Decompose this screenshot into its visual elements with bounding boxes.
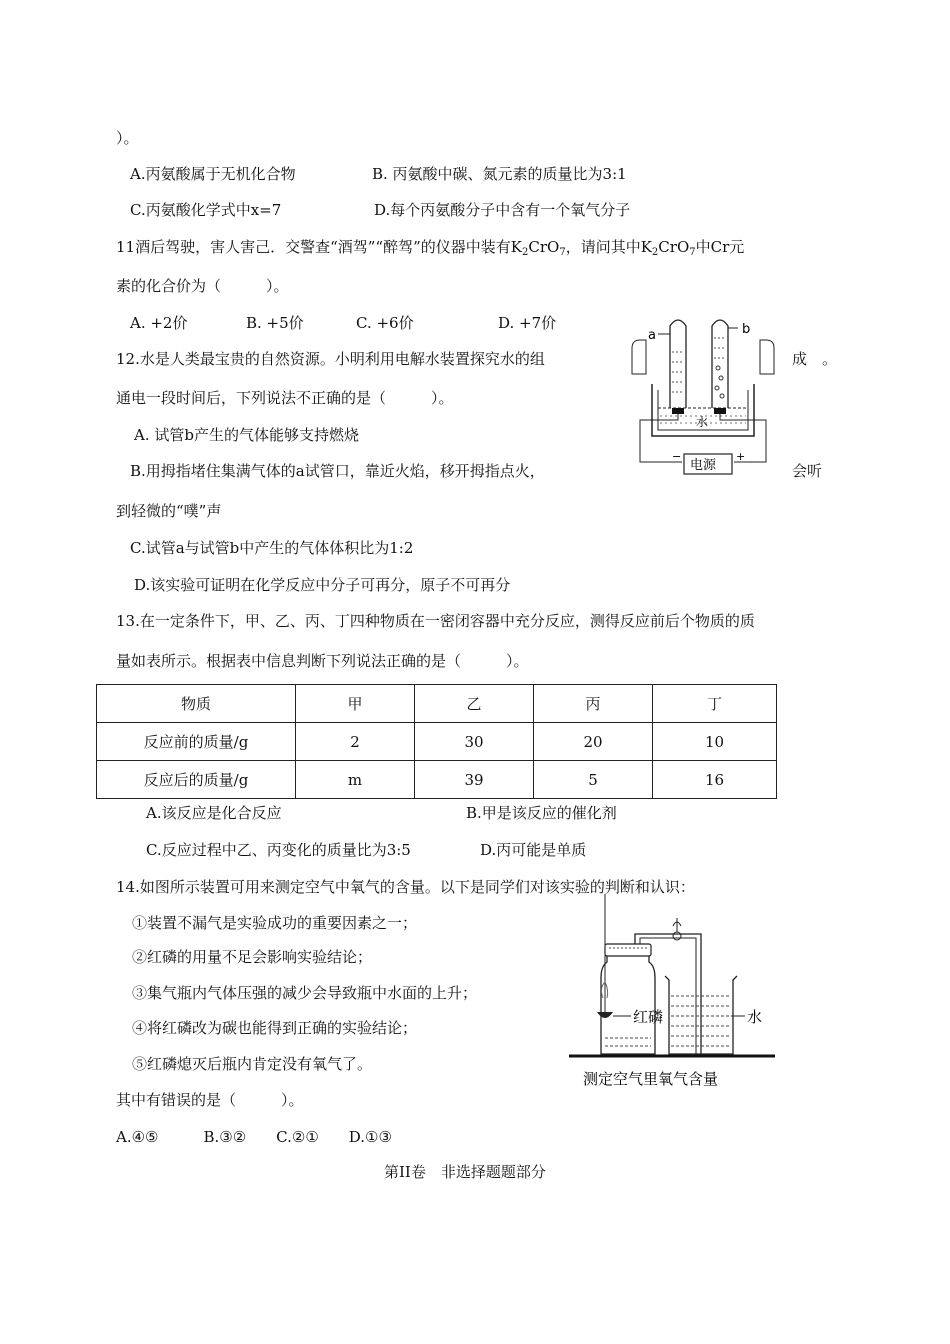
q12-stem-line1: 12.水是人类最宝贵的自然资源。小明利用电解水装置探究水的组 <box>116 350 545 368</box>
combustion-spoon <box>597 1012 613 1018</box>
q14-statement-1: ①装置不漏气是实验成功的重要因素之一； <box>132 914 418 932</box>
q12-stem-line1-end: 成 。 <box>792 350 838 368</box>
q13-option-b: B.甲是该反应的催化剂 <box>466 804 617 822</box>
rubber-stopper <box>605 944 651 956</box>
table-row <box>97 761 777 799</box>
q12-option-c: C.试管a与试管b中产生的气体体积比为1:2 <box>130 539 414 557</box>
q11-option-d: D. +7价 <box>498 314 557 332</box>
q13-option-c: C.反应过程中乙、丙变化的质量比为3:5 <box>146 841 411 859</box>
figure-label-plus: + <box>736 450 746 463</box>
table-cell: 2 <box>296 723 415 761</box>
q14-stem: 14.如图所示装置可用来测定空气中氧气的含量。以下是同学们对该实验的判断和认识： <box>116 878 695 896</box>
q14-options: A.④⑤ B.③② C.②① D.①③ <box>116 1128 392 1146</box>
figure-label-a: a <box>648 328 656 343</box>
table-cell: 30 <box>415 723 534 761</box>
electrode-b <box>714 408 726 414</box>
table-header-row <box>97 685 777 723</box>
table-header-cell: 丙 <box>534 685 653 723</box>
q11-option-b: B. +5价 <box>246 314 304 332</box>
formula-k2cr2o7: $K_2CrO_7$ <box>640 238 696 258</box>
figure-label-phosphorus: 红磷 <box>633 1008 664 1026</box>
table-cell: 20 <box>534 723 653 761</box>
q11-option-c: C. +6价 <box>356 314 414 332</box>
mass-table <box>96 684 777 799</box>
electrode-a <box>672 408 684 414</box>
figure-caption: 测定空气里氧气含量 <box>583 1070 719 1088</box>
q12-option-b-continued: 到轻微的“噗”声 <box>116 502 222 520</box>
q10-option-d: D.每个丙氨酸分子中含有一个氧气分子 <box>374 201 631 219</box>
table-cell: m <box>296 761 415 799</box>
q11-stem-line2: 素的化合价为（ ）。 <box>116 277 289 295</box>
q14-question: 其中有错误的是（ ）。 <box>116 1091 304 1109</box>
figure-label-minus: − <box>672 450 682 463</box>
q13-stem-line2: 量如表所示。根据表中信息判断下列说法正确的是（ ）。 <box>116 652 529 670</box>
table-cell: 反应前的质量/g <box>97 723 296 761</box>
table-cell: 39 <box>415 761 534 799</box>
q13-option-a: A.该反应是化合反应 <box>146 804 282 822</box>
q10-option-c: C.丙氨酸化学式中x=7 <box>130 201 282 219</box>
q14-statement-3: ③集气瓶内气体压强的减少会导致瓶中水面的上升； <box>132 984 478 1002</box>
q14-statement-5: ⑤红磷熄灭后瓶内肯定没有氧气了。 <box>132 1055 373 1073</box>
table-cell: 16 <box>653 761 777 799</box>
figure-label-water: 水 <box>696 415 709 429</box>
gas-collecting-bottle <box>601 954 655 1054</box>
q12-option-b-end: 会听 <box>792 462 823 480</box>
q10-tail: ）。 <box>116 129 139 147</box>
figure-label-water: 水 <box>747 1008 763 1026</box>
section-title: 第II卷 非选择题题部分 <box>384 1163 546 1181</box>
table-cell: 10 <box>653 723 777 761</box>
q11-stem-line1: 11酒后驾驶，害人害己．交警查“酒驾”“醉驾”的仪器中装有$K_2CrO_7$，请问其中$K_2CrO_7$中Cr元 <box>116 238 745 258</box>
q10-option-a: A.丙氨酸属于无机化合物 <box>130 165 296 183</box>
table-cell: 反应后的质量/g <box>97 761 296 799</box>
q12-option-d: D.该实验可证明在化学反应中分子可再分，原子不可再分 <box>134 576 511 594</box>
q12-option-a: A. 试管b产生的气体能够支持燃烧 <box>134 426 359 444</box>
q10-option-b: B. 丙氨酸中碳、氮元素的质量比为3:1 <box>372 165 627 183</box>
figure-label-power: 电源 <box>690 458 717 473</box>
q11-option-a: A. +2价 <box>130 314 188 332</box>
formula-k2cr2o7: $K_2CrO_7$ <box>510 238 566 258</box>
table-row <box>97 723 777 761</box>
table-header-cell: 物质 <box>97 685 296 723</box>
oxygen-content-apparatus-figure <box>565 888 795 1098</box>
table-header-cell: 乙 <box>415 685 534 723</box>
table-cell: 5 <box>534 761 653 799</box>
q13-stem-line1: 13.在一定条件下，甲、乙、丙、丁四种物质在一密闭容器中充分反应，测得反应前后个物质的质 <box>116 612 755 630</box>
table-header-cell: 甲 <box>296 685 415 723</box>
figure-label-b: b <box>742 322 751 337</box>
q14-statement-4: ④将红磷改为碳也能得到正确的实验结论； <box>132 1019 418 1037</box>
q14-statement-2: ②红磷的用量不足会影响实验结论； <box>132 948 373 966</box>
q12-stem-line2: 通电一段时间后，下列说法不正确的是（ ）。 <box>116 389 454 407</box>
q12-option-b: B.用拇指堵住集满气体的a试管口，靠近火焰，移开拇指点火， <box>130 462 545 480</box>
test-tube-a <box>670 320 686 408</box>
q13-option-d: D.丙可能是单质 <box>480 841 587 859</box>
electrolysis-apparatus-figure <box>628 312 778 482</box>
spring-clip <box>673 932 681 940</box>
table-header-cell: 丁 <box>653 685 777 723</box>
